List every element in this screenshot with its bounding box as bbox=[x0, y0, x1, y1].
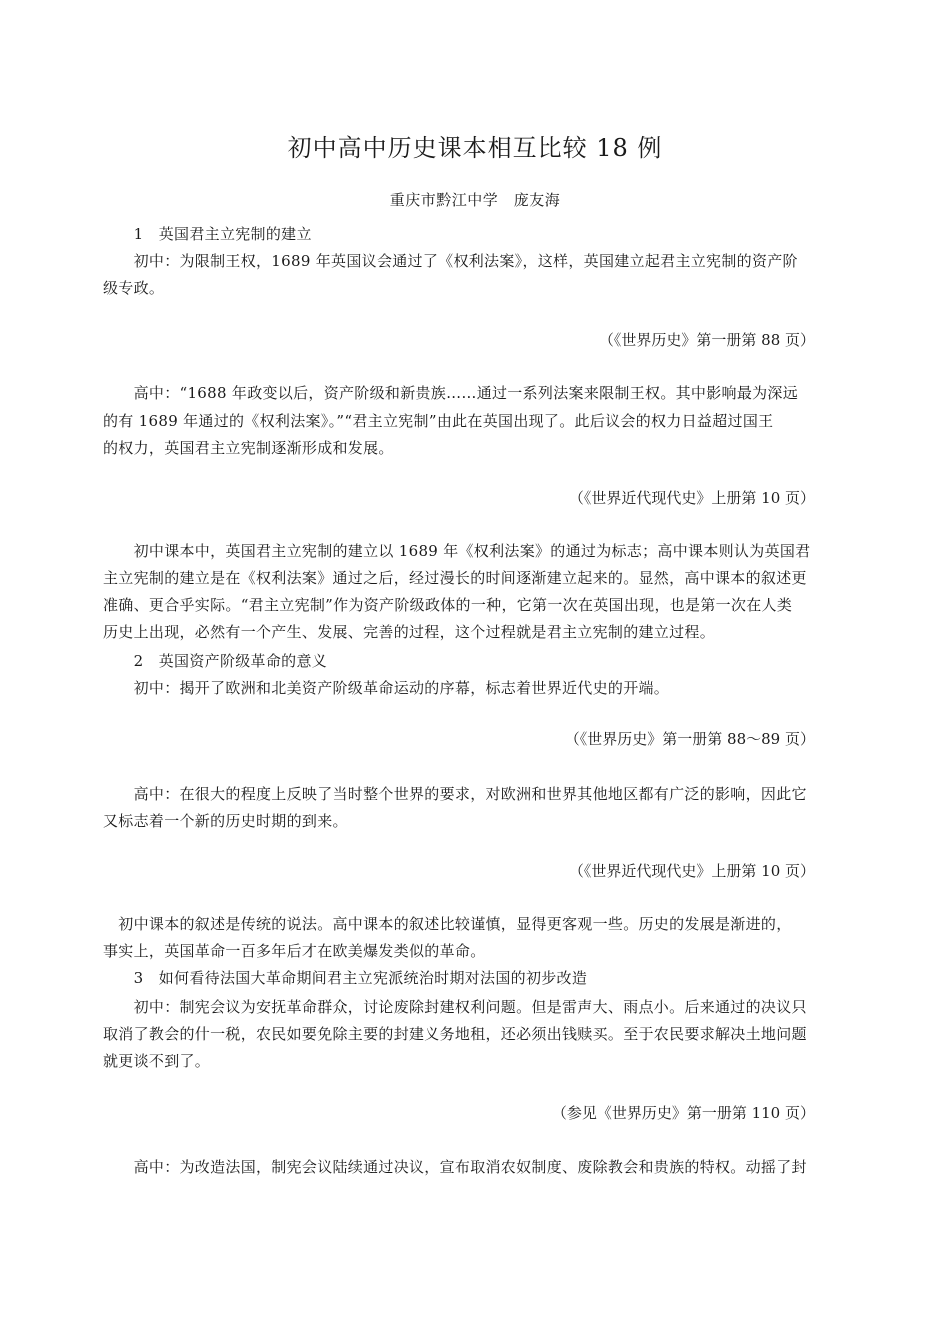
paragraph-line: 高中：“1688 年政变以后，资产阶级和新贵族……通过一系列法案来限制王权。其中影响最为深远 bbox=[103, 384, 799, 402]
section-heading: 3 如何看待法国大革命期间君主立宪派统治时期对法国的初步改造 bbox=[103, 969, 588, 987]
paragraph-line: 的权力，英国君主立宪制逐渐形成和发展。 bbox=[103, 439, 394, 457]
source-citation: （《世界历史》第一册第 88 页） bbox=[598, 331, 815, 349]
section-heading: 2 英国资产阶级革命的意义 bbox=[103, 652, 328, 670]
paragraph-line: 初中课本中，英国君主立宪制的建立以 1689 年《权利法案》的通过为标志；高中课本则认为英国君 bbox=[103, 542, 811, 560]
paragraph-line: 主立宪制的建立是在《权利法案》通过之后，经过漫长的时间逐渐建立起来的。显然，高中课本的叙述更 bbox=[103, 569, 807, 587]
paragraph-line: 历史上出现，必然有一个产生、发展、完善的过程，这个过程就是君主立宪制的建立过程。 bbox=[103, 623, 716, 641]
section-heading: 1 英国君主立宪制的建立 bbox=[103, 225, 312, 243]
paragraph-line: 取消了教会的什一税，农民如要免除主要的封建义务地租，还必须出钱赎买。至于农民要求解决土地问题 bbox=[103, 1025, 807, 1043]
paragraph-line: 高中：在很大的程度上反映了当时整个世界的要求，对欧洲和世界其他地区都有广泛的影响，因此它 bbox=[103, 785, 807, 803]
paragraph-line: 初中：为限制王权，1689 年英国议会通过了《权利法案》，这样，英国建立起君主立宪制的资产阶 bbox=[103, 252, 798, 270]
paragraph-line: 级专政。 bbox=[103, 279, 165, 297]
source-citation: （《世界历史》第一册第 88～89 页） bbox=[564, 730, 815, 748]
paragraph-line: 初中课本的叙述是传统的说法。高中课本的叙述比较谨慎，显得更客观一些。历史的发展是渐进的， bbox=[103, 915, 792, 933]
source-citation: （《世界近代现代史》上册第 10 页） bbox=[568, 862, 815, 880]
source-citation: （参见《世界历史》第一册第 110 页） bbox=[551, 1104, 815, 1122]
paragraph-line: 的有 1689 年通过的《权利法案》。”“君主立宪制”由此在英国出现了。此后议会的权力日益超过国王 bbox=[103, 412, 774, 430]
paragraph-line: 就更谈不到了。 bbox=[103, 1052, 211, 1070]
paragraph-line: 事实上，英国革命一百多年后才在欧美爆发类似的革命。 bbox=[103, 942, 486, 960]
paragraph-line: 准确、更合乎实际。“君主立宪制”作为资产阶级政体的一种，它第一次在英国出现，也是第一次在人类 bbox=[103, 596, 793, 614]
author-line: 重庆市黔江中学 庞友海 bbox=[389, 191, 561, 209]
paragraph-line: 高中：为改造法国，制宪会议陆续通过决议，宣布取消农奴制度、废除教会和贵族的特权。动摇了封 bbox=[103, 1158, 807, 1176]
article-title: 初中高中历史课本相互比较 18 例 bbox=[287, 134, 663, 162]
paragraph-line: 初中：揭开了欧洲和北美资产阶级革命运动的序幕，标志着世界近代史的开端。 bbox=[103, 679, 670, 697]
paragraph-line: 又标志着一个新的历史时期的到来。 bbox=[103, 812, 348, 830]
source-citation: （《世界近代现代史》上册第 10 页） bbox=[568, 489, 815, 507]
paragraph-line: 初中：制宪会议为安抚革命群众，讨论废除封建权利问题。但是雷声大、雨点小。后来通过的决议只 bbox=[103, 998, 807, 1016]
